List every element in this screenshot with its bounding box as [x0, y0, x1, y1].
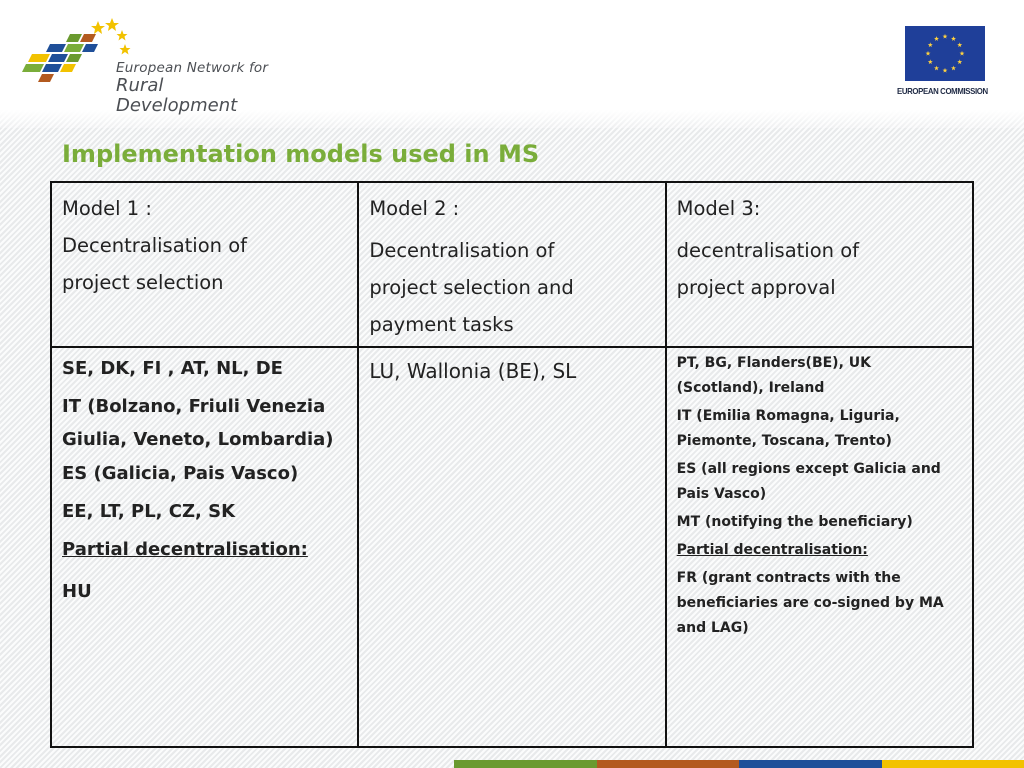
- model-3-countries-line: PT, BG, Flanders(BE), UK (Scotland), Ireland: [676, 355, 871, 396]
- eu-flag-icon: [905, 26, 985, 81]
- enrd-logo-line1: European Network for: [116, 60, 269, 76]
- table-body-row: [51, 347, 973, 747]
- model-3-partial-value: FR (grant contracts with the beneficiaries are co-signed by MA and LAG): [676, 570, 944, 636]
- model-3-title: Model 3:: [676, 197, 761, 220]
- model-1-countries-line: ES (Galicia, Pais Vasco): [62, 463, 299, 484]
- model-3-countries-line: IT (Emilia Romagna, Liguria, Piemonte, Toscana, Trento): [676, 408, 900, 449]
- model-2-desc-line3: payment tasks: [369, 313, 514, 336]
- footer-segment-brown: [597, 760, 740, 768]
- model-3-header: [666, 182, 973, 347]
- footer-segment-yellow: [882, 760, 1024, 768]
- model-2-header: [358, 182, 665, 347]
- model-1-countries-line: SE, DK, FI , AT, NL, DE: [62, 358, 283, 379]
- european-commission-logo: [897, 26, 997, 102]
- enrd-logo-line2: Rural Development: [116, 75, 238, 116]
- model-1-partial-label: Partial decentralisation:: [62, 539, 308, 560]
- model-3-countries-line: ES (all regions except Galicia and Pais Vasco): [676, 461, 941, 502]
- model-1-countries-line: IT (Bolzano, Friuli Venezia Giulia, Veneto, Lombardia): [62, 396, 334, 450]
- model-3-desc-line2: project approval: [676, 276, 836, 299]
- model-1-desc-line2: project selection: [62, 271, 224, 294]
- footer-segment-green: [454, 760, 597, 768]
- model-3-desc-line1: decentralisation of: [676, 239, 860, 262]
- footer-segment-blue: [739, 760, 882, 768]
- slide-header: [0, 0, 1024, 128]
- model-2-countries-line: LU, Wallonia (BE), SL: [369, 359, 577, 383]
- footer-color-bar: [454, 760, 1024, 768]
- model-2-desc-line1: Decentralisation of: [369, 239, 555, 262]
- model-2-countries: [358, 347, 665, 747]
- models-table: [50, 181, 974, 748]
- model-1-countries-line: EE, LT, PL, CZ, SK: [62, 501, 236, 522]
- model-3-countries: [666, 347, 973, 747]
- model-3-partial-label: Partial decentralisation:: [676, 542, 868, 558]
- page-title: Implementation models used in MS: [62, 140, 540, 168]
- model-2-title: Model 2 :: [369, 197, 460, 220]
- model-1-partial-value: HU: [62, 581, 92, 602]
- model-1-desc-line1: Decentralisation of: [62, 234, 247, 257]
- european-commission-label: EUROPEAN COMMISSION: [897, 86, 988, 96]
- model-2-desc-line2: project selection and: [369, 276, 574, 299]
- table-header-row: [51, 182, 973, 347]
- enrd-logo-text: [116, 60, 272, 116]
- model-3-countries-line: MT (notifying the beneficiary): [676, 514, 913, 530]
- model-1-countries: [51, 347, 358, 747]
- enrd-logo: [22, 16, 272, 116]
- model-1-header: [51, 182, 358, 347]
- model-1-title: Model 1 :: [62, 197, 152, 220]
